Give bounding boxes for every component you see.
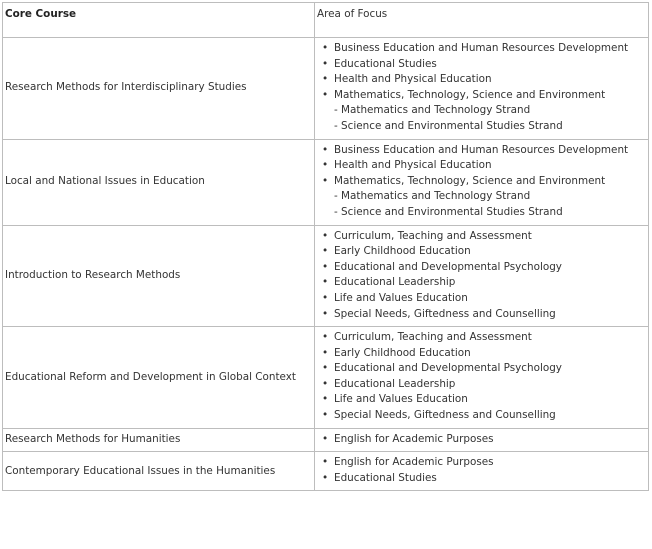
area-of-focus-cell	[315, 225, 649, 327]
focus-list-item	[321, 260, 644, 276]
focus-item-label: Life and Values Education	[334, 291, 468, 304]
focus-item-label: Mathematics, Technology, Science and Environment	[334, 88, 606, 101]
core-course-cell: Contemporary Educational Issues in the Humanities	[3, 452, 315, 491]
core-course-cell: Research Methods for Interdisciplinary Studies	[3, 38, 315, 140]
focus-item-label: Educational and Developmental Psychology	[334, 362, 562, 375]
core-course-cell: Local and National Issues in Education	[3, 139, 315, 225]
focus-list	[321, 330, 644, 424]
header-area-of-focus: Area of Focus	[315, 3, 649, 38]
focus-list-item	[321, 174, 644, 221]
table-row	[3, 139, 649, 225]
focus-item-label: Educational and Developmental Psychology	[334, 260, 562, 273]
focus-item-label: Life and Values Education	[334, 393, 468, 406]
focus-list-item	[321, 471, 644, 487]
table-row	[3, 225, 649, 327]
focus-item-label: Early Childhood Education	[334, 245, 471, 258]
focus-item-label: Health and Physical Education	[334, 73, 492, 86]
strand-item: - Mathematics and Technology Strand	[334, 104, 531, 117]
focus-list-item	[321, 392, 644, 408]
focus-item-label: English for Academic Purposes	[334, 456, 494, 469]
focus-list	[321, 143, 644, 221]
header-core-course: Core Course	[3, 3, 315, 38]
focus-item-label: Curriculum, Teaching and Assessment	[334, 229, 532, 242]
focus-list-item	[321, 41, 644, 57]
focus-list-item	[321, 361, 644, 377]
focus-list-item	[321, 291, 644, 307]
focus-list-item	[321, 432, 644, 448]
focus-list	[321, 229, 644, 323]
table-body	[3, 38, 649, 491]
focus-list-item	[321, 143, 644, 159]
focus-list-item	[321, 377, 644, 393]
strand-list	[334, 189, 644, 220]
focus-list-item	[321, 455, 644, 471]
strand-item: - Science and Environmental Studies Strand	[334, 205, 563, 218]
strand-list	[334, 103, 644, 134]
area-of-focus-cell	[315, 452, 649, 491]
focus-item-label: Special Needs, Giftedness and Counselling	[334, 409, 556, 422]
focus-list-item	[321, 330, 644, 346]
strand-item: - Mathematics and Technology Strand	[334, 190, 531, 203]
focus-item-label: English for Academic Purposes	[334, 432, 494, 445]
area-of-focus-cell	[315, 38, 649, 140]
focus-item-label: Curriculum, Teaching and Assessment	[334, 331, 532, 344]
focus-list-item	[321, 346, 644, 362]
table-row	[3, 38, 649, 140]
focus-item-label: Early Childhood Education	[334, 346, 471, 359]
focus-list-item	[321, 275, 644, 291]
focus-item-label: Health and Physical Education	[334, 159, 492, 172]
focus-list-item	[321, 72, 644, 88]
area-of-focus-cell	[315, 327, 649, 429]
table-row	[3, 428, 649, 452]
table-row	[3, 452, 649, 491]
focus-list-item	[321, 57, 644, 73]
focus-list-item	[321, 158, 644, 174]
focus-item-label: Educational Leadership	[334, 276, 456, 289]
core-course-table	[2, 2, 649, 491]
focus-list-item	[321, 229, 644, 245]
focus-item-label: Business Education and Human Resources Development	[334, 42, 629, 54]
core-course-cell: Research Methods for Humanities	[3, 428, 315, 452]
focus-list-item	[321, 307, 644, 323]
area-of-focus-cell	[315, 428, 649, 452]
header-row	[3, 3, 649, 38]
table-row	[3, 327, 649, 429]
core-course-cell: Educational Reform and Development in Global Context	[3, 327, 315, 429]
area-of-focus-cell	[315, 139, 649, 225]
strand-item: - Science and Environmental Studies Strand	[334, 119, 563, 132]
focus-list	[321, 455, 644, 486]
focus-item-label: Business Education and Human Resources Development	[334, 143, 629, 156]
focus-list-item	[321, 244, 644, 260]
focus-list-item	[321, 88, 644, 135]
focus-list-item	[321, 408, 644, 424]
focus-item-label: Educational Studies	[334, 471, 437, 484]
core-course-cell: Introduction to Research Methods	[3, 225, 315, 327]
focus-list	[321, 432, 644, 448]
focus-item-label: Special Needs, Giftedness and Counselling	[334, 307, 556, 320]
focus-item-label: Mathematics, Technology, Science and Environment	[334, 174, 606, 187]
focus-item-label: Educational Studies	[334, 57, 437, 70]
focus-list	[321, 41, 644, 135]
focus-item-label: Educational Leadership	[334, 377, 456, 390]
